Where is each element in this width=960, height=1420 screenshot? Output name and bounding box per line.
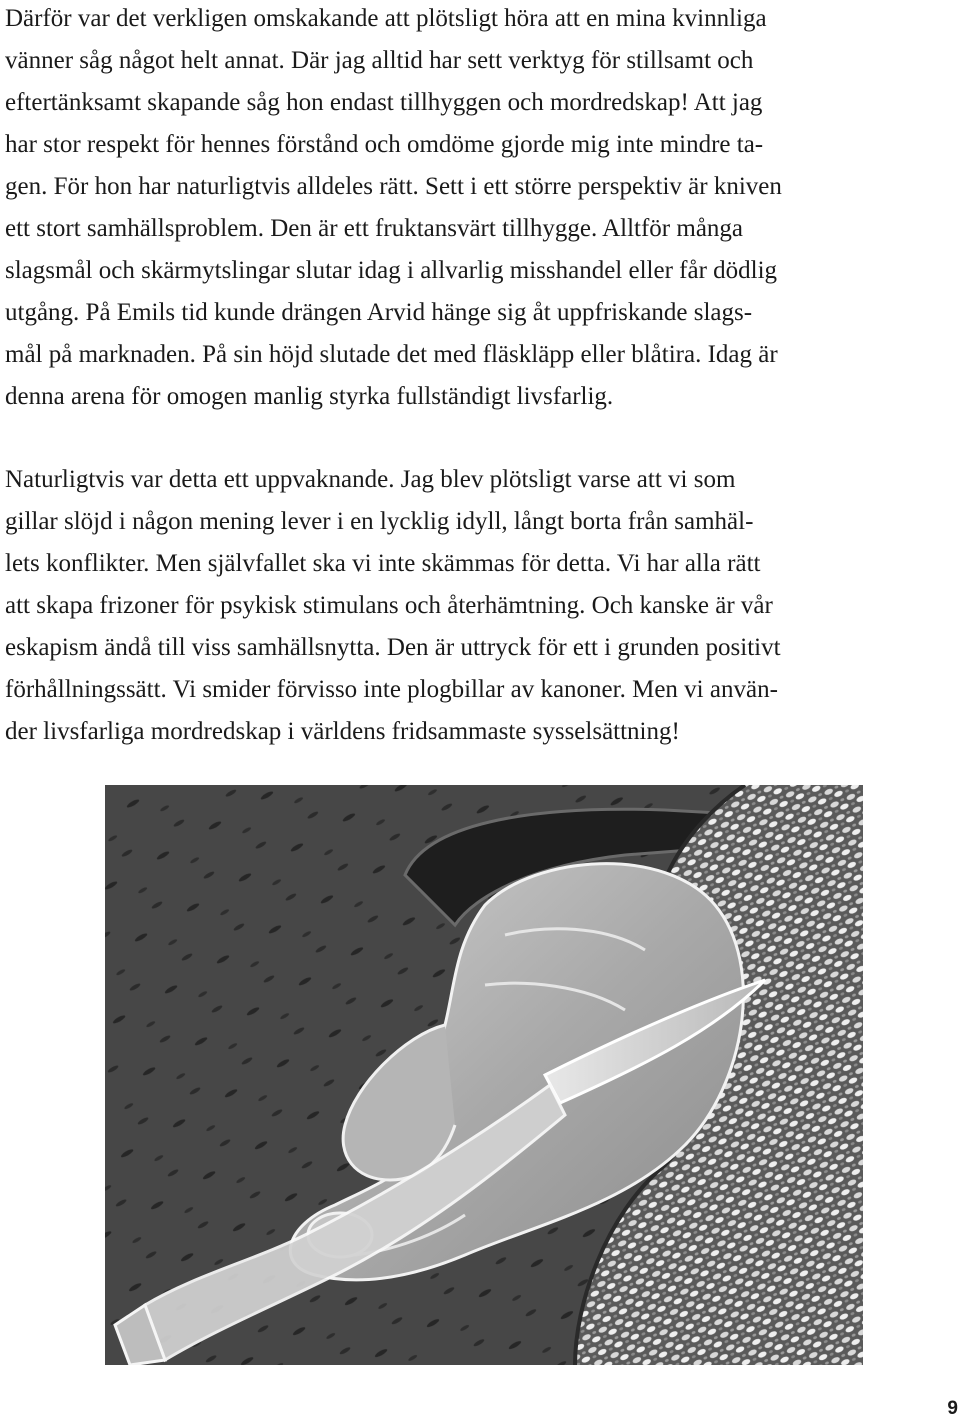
text-line: der livsfarliga mordredskap i världens fridsammaste sysselsättning!	[5, 718, 680, 745]
text-line: lets konflikter. Men självfallet ska vi inte skämmas för detta. Vi har alla rätt	[5, 550, 761, 577]
text-line: har stor respekt för hennes förstånd och omdöme gjorde mig inte mindre ta-	[5, 131, 764, 158]
text-line: gillar slöjd i någon mening lever i en lycklig idyll, långt borta från samhäl-	[5, 508, 754, 535]
text-line: förhållningssätt. Vi smider förvisso inte plogbillar av kanoner. Men vi använ-	[5, 676, 778, 703]
text-line: Därför var det verkligen omskakande att plötsligt höra att en mina kvinnliga	[5, 5, 767, 32]
paragraph-1	[5, 0, 960, 418]
text-line: gen. För hon har naturligtvis alldeles rätt. Sett i ett större perspektiv är kniven	[5, 173, 782, 200]
text-line: utgång. På Emils tid kunde drängen Arvid hänge sig åt uppfriskande slags-	[5, 299, 753, 326]
text-line: denna arena för omogen manlig styrka fullständigt livsfarlig.	[5, 383, 614, 410]
text-line: eskapism ändå till viss samhällsnytta. Den är uttryck för ett i grunden positivt	[5, 634, 781, 661]
page-number: 9	[947, 1398, 958, 1419]
text-line: vänner såg något helt annat. Där jag alltid har sett verktyg för stillsamt och	[5, 47, 754, 74]
text-line: slagsmål och skärmytslingar slutar idag i allvarlig misshandel eller får dödlig	[5, 257, 778, 284]
text-line: Naturligtvis var detta ett uppvaknande. Jag blev plötsligt varse att vi som	[5, 466, 736, 493]
paragraph-2	[5, 459, 960, 753]
text-line: ett stort samhällsproblem. Den är ett fruktansvärt tillhygge. Alltför många	[5, 215, 744, 242]
text-line: mål på marknaden. På sin höjd slutade det med fläskläpp eller blåtira. Idag är	[5, 341, 778, 368]
knife-in-hand-photo	[105, 785, 863, 1365]
text-line: eftertänksamt skapande såg hon endast tillhyggen och mordredskap! Att jag	[5, 89, 763, 116]
text-line: att skapa frizoner för psykisk stimulans och återhämtning. Och kanske är vår	[5, 592, 773, 619]
